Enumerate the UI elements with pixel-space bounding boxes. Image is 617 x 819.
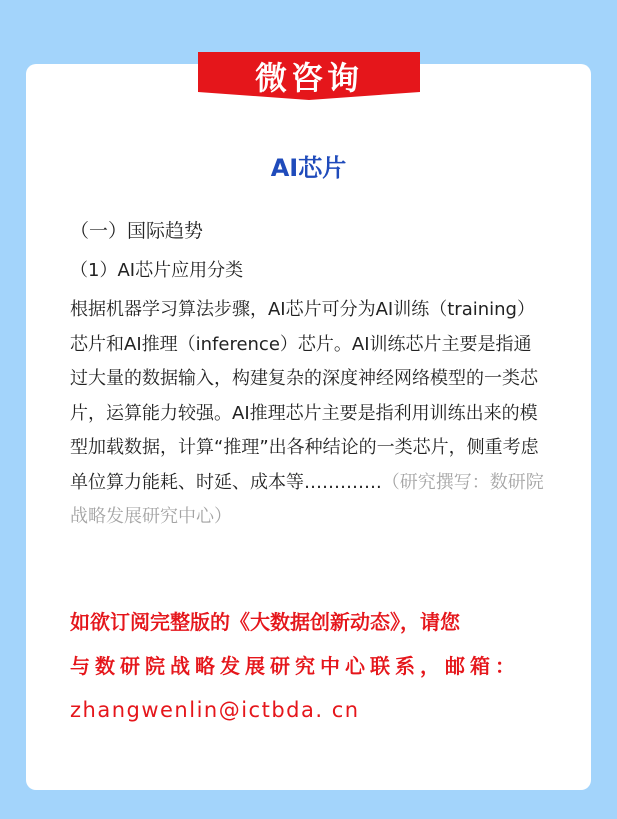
header-banner — [198, 52, 420, 100]
subsection-heading: （1）AI芯片应用分类 — [70, 260, 244, 281]
banner-title: 微咨询 — [254, 59, 363, 97]
contact-email: zhangwenlin@ictbda. cn — [70, 698, 360, 722]
source-note: （研究撰写：数研院战略发展研究中心） — [70, 471, 544, 527]
article-body-text: 根据机器学习算法步骤，AI芯片可分为AI训练（training）芯片和AI推理（inference）芯片。AI训练芯片主要是指通过大量的数据输入，构建复杂的深度神经网络模型的一类芯片，运算能力较强。AI推理芯片主要是指利用训练出来的模型加载数据，计算“推理”出各种结论的一类芯片，侧重考虑单位算力能耗、时延、成本等…………. — [70, 299, 539, 493]
section-heading: （一）国际趋势 — [70, 220, 204, 242]
article-title: AI芯片 — [270, 154, 347, 182]
contact-line-2: 与数研院战略发展研究中心联系，邮箱： — [70, 654, 520, 678]
article-body — [70, 293, 546, 535]
contact-line-1: 如欲订阅完整版的《大数据创新动态》，请您 — [70, 610, 460, 634]
contact-notice — [70, 600, 550, 732]
